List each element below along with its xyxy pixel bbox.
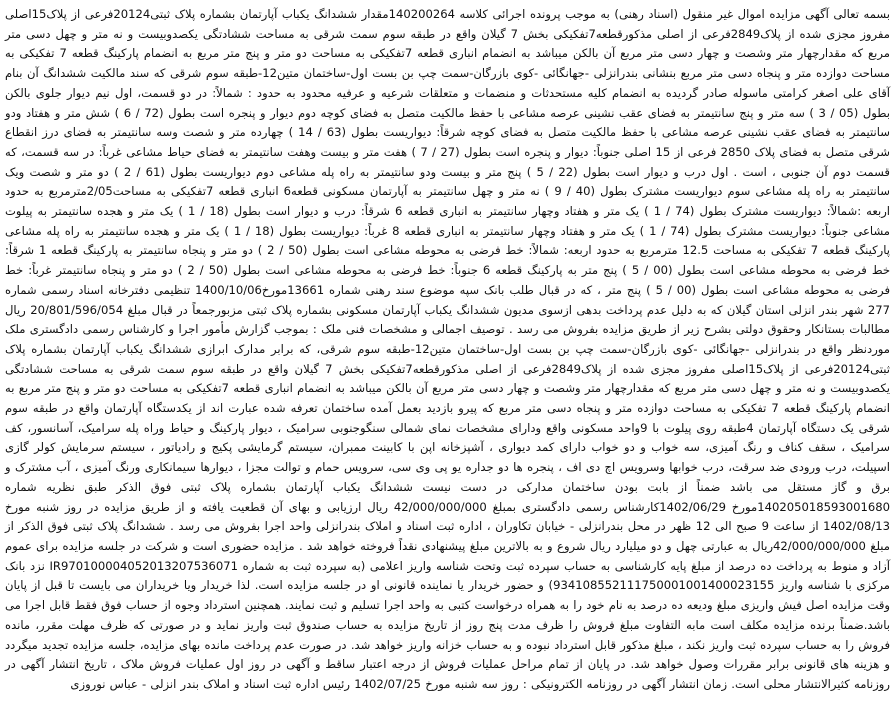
auction-notice-text: بسمه تعالی آگهی مزایده اموال غیر منقول (اسناد رهنی) به موجب پرونده اجرائی کلاسه 140200264مقدار ششدانگ یکباب آپارتمان بشماره پلاک ثبتی20124فرعی از پلاک15اصلی مفروز مجزی شده از پلاک2849فرعی از اصلی مذکورقطعه7تفکیکی بخش 7 گیلان واقع در طبقه سوم سمت شرقی به مساحت ششادتگی یکصدوبیست و نه متر و چهل دسی متر مربع که مقدارچهار متر وشصت و چهار دسی متر مربع آن بالکن میباشد به انضمام انباری قطعه 7تفکیکی به مساحت دو متر و پنج متر مربع به انضمام پارکینگ قطعه 7 تفکیکی به مساحت دوازده متر و پنجاه دسی متر مربع بنشانی بندرانزلی -جهانگائی -کوی بازرگان-سمت چپ بن بست اول-ساختمان متین12-طبقه سوم شرقی که سند مالکیت ششدانگ آن بنام آقای علی اصغر کرامتی ماسوله صادر گردیده به انضمام کلیه مستحدثات و منضمات و متعلقات شرعیه و عرفیه محدود به حدود : شمالاً: در دو قسمت، اول نیم دیوار جلوی بالکن بطول (05 / 3 ) سه متر و پنج سانتیمتر به فضای عقب نشینی عرصه مشاعی با حفظ مالکیت متصل به فضای کوچه دوم دیوار و پنجره است بطول (72 / 6 ) شش متر و هفتاد ودو سانتیمتر به فضای عقب نشینی عرصه مشاعی با حفظ مالکیت متصل به فضای کوچه شرقاً: دیواریست بطول (63 / 14 ) چهارده متر و شصت وسه سانتیمتر به فضای درز انقطاع شرقی متصل به فضای پلاک 2850 فرعی از 15 اصلی جنوباً: دیوار و پنجره است بطول (27 / 7 ) هفت متر و بیست وهفت سانتیمتر به فضای حیاط مشاعی غرباً: در سه قسمت، که قسمت دوم آن جنوبی ، است . اول درب و دیوار است بطول (22 / 5 ) پنج متر و بیست ودو سانتیمتر به راه پله مشاعی دوم دیواریست بطول (61 / 2 ) دو متر و شصت ویک سانتیمتر به راه پله مشاعی سوم دیواریست مشترک بطول (40 / 9 ) نه متر و چهل سانتیمتر به آپارتمان مسکونی قطعه6 انباری قطعه 7تفکیکی به مساحت2/05مترمربع به حدود اربعه :شمالاً: دیواریست مشترک بطول (74 / 1 ) یک متر و هفتاد وچهار سانتیمتر به انباری قطعه 6 شرقاً: درب و دیوار است بطول (18 / 1 ) یک متر و هجده سانتیمتر به پیلوت مشاعی جنوباً: دیواریست مشترک بطول (74 / 1 ) یک متر و هفتاد وچهار سانتیمتر به انباری قطعه 8 غرباً: دیواریست بطول (18 / 1 ) یک متر و هجده سانتیمتر به راه پله مشاعی پارکینگ قطعه 7 تفکیکی به مساحت 12.5 مترمربع به حدود اربعه: شمالاً: خط فرضی به محوطه مشاعی است بطول (50 / 2 ) دو متر و پنجاه سانتیمتر به پارکینگ قطعه 1 شرقاً: خط فرضی به محوطه مشاعی است بطول (00 / 5 ) پنج متر به پارکینگ قطعه 6 جنوباً: خط فرضی به محوطه مشاعی است بطول (50 / 2 ) دو متر و پنجاه سانتیمتر غرباً: خط فرضی به محوطه مشاعی است بطول (00 / 5 ) پنج متر ، که در قبال طلب بانک سپه موضوع سند رهنی شماره 13661مورخ1400/10/06 تنظیمی دفترخانه اسناد رسمی شماره 277 شهر بندر انزلی استان گیلان که به دلیل عدم پرداخت بدهی ازسوی مدیون ششدانگ یکباب آپارتمان مسکونی بشماره پلاک ثبتی مزبورجمعاً در قبال مبلغ 20/801/596/054 ریال مطالبات بستانکار وحقوق دولتی بشرح زیر از طریق مزایده بفروش می رسد . توصیف اجمالی و مشخصات فنی ملک : بموجب گزارش مأمور اجرا و کارشناس رسمی دادگستری ملک موردنظر واقع در بندرانزلی -جهانگائی -کوی بازرگان-سمت چپ بن بست اول-ساختمان متین12-طبقه سوم شرقی، که برابر مدارک ابرازی ششدانگ یکباب آپارتمان بشماره پلاک ثبتی20124فرعی از پلاک15اصلی مفروز مجزی شده از پلاک2849فرعی از اصلی مذکورقطعه7تفکیکی بخش 7 گیلان واقع در طبقه سوم سمت شرقی به مساحت ششادتگی یکصدوبیست و نه متر و چهل دسی متر مربع که مقدارچهار متر وشصت و چهار دسی متر مربع آن بالکن میباشد به انضمام انباری قطعه 7تفکیکی به مساحت دو متر و پنج متر مربع به انضمام پارکینگ قطعه 7 تفکیکی به مساحت دوازده متر و پنجاه دسی متر مربع که پیرو بازدید بعمل آمده ساختمان تعرفه شده عبارت اند از یکدستگاه آپارتمان واقع در طبقه سوم شرقی یک دستگاه آپارتمان 4طبقه روی پیلوت با 9واحد مسکونی واقع ودارای مشخصات نمای شمالی سنگوجنوبی سرامیک ، دیوار پارکینگ و حیاط وراه پله سرامیک، آسانسور، کف سرامیک ، سقف کناف و رنگ آمیزی، سه خواب و دو خواب دارای کمد دیواری ، آشپزخانه اپن با کابینت ممبران، سیستم گرمایشی پکیج و رادیاتور ، سیستم سرمایش کولر گازی اسپیلت، درب ورودی ضد سرقت، درب خوابها وسرویس اچ دی اف ، پنجره ها دو جداره یو پی وی سی، سرویس حمام و توالت مجزا ، دیوارها سیمانکاری ورنگ آمیزی ، آب مشترک و برق و گاز مستقل می باشد ضمناً از بابت بودن ساختمان مدارکی در دست نیست ششدانگ یکباب آپارتمان بشماره پلاک ثبتی فوق الذکر طبق نظریه شماره 140205018593001680مورخ 1402/06/29کارشناس رسمی دادگستری بمبلغ 42/000/000/000 ریال ارزیابی و بهای آن قطعیت یافته و از طریق مزایده در روز شنبه مورخ 1402/08/13 از ساعت 9 صبح الی 12 ظهر در محل بندرانزلی - خیابان تکاوران ، اداره ثبت اسناد و املاک بندرانزلی واحد اجرا بفروش می رسد . ششدانگ پلاک ثبتی فوق الذکر از مبلغ 42/000/000/000ریال به عبارتی چهل و دو میلیارد ریال شروع و به بالاترین مبلغ پیشنهادی نقداً فروخته خواهد شد . مزایده حضوری است و شرکت در جلسه مزایده برای عموم آزاد و منوط به پرداخت ده درصد از مبلغ پایه کارشناسی به حساب سپرده ثبت وتحت شناسه واریز اعلامی (به سپرده ثبت به شماره IR970100004052013207536071 نزد بانک مرکزی با شناسه واریز 934108552111750001001400023155) و حضور خریدار یا نماینده قانونی او در جلسه مزایده است. لذا خریدار ویا خریداران می بایست تا قبل از پایان وقت مزایده اصل فیش واریزی مبلغ ودیعه ده درصد به نام خود را به همراه درخواست کتبی به واحد اجرا تسلیم و ثبت نمایند. همچنین استرداد وجوه از حساب فوق فقط قابل اجرا می باشد.ضمناً برنده مزایده مکلف است مابه التفاوت مبلغ فروش را ظرف مدت پنج روز از تاریخ مزایده به حساب صندوق ثبت واریز نماید و در صورتی که ظرف مهلت مقرر، مانده فروش را به حساب سپرده ثبت واریز نکند ، مبلغ مذکور قابل استرداد نبوده و به حساب خزانه واریز خواهد شد. در صورت عدم پرداخت مانده بهای مزایده، جلسه مزایده تجدید میگردد و هزینه های قانونی برابر مقررات وصول خواهد شد. در پایان از تمام مراحل عملیات فروش از درجه اعتبار ساقط و آگهی در روز اول عملیات فروش ملاک ، تاریخ انتشار آگهی در روزنامه کثیرالانتشار محلی است. زمان انتشار آگهی در روزنامه الکترونیکی : روز سه شنبه مورخ 1402/07/25 رئیس اداره ثبت اسناد و املاک بندر انزلی - عباس نوروزی (5, 7, 891, 691)
